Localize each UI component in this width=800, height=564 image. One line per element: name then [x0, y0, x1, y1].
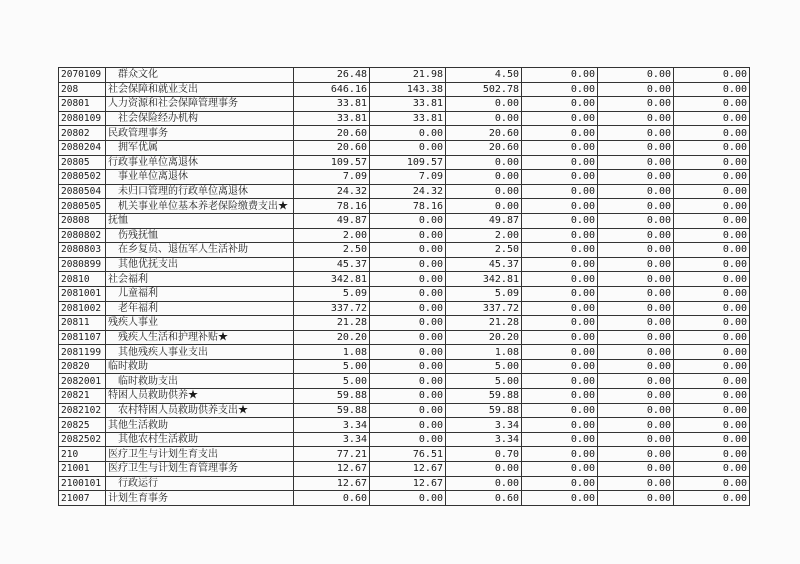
subject-name-cell: 残疾人生活和护理补贴★ [106, 330, 294, 345]
amount-cell: 3.34 [446, 418, 522, 433]
amount-cell: 21.28 [294, 316, 370, 331]
subject-code-cell: 2080899 [59, 257, 106, 272]
amount-cell: 0.00 [522, 140, 598, 155]
amount-cell: 0.00 [674, 491, 750, 506]
amount-cell: 0.60 [294, 491, 370, 506]
amount-cell: 0.00 [598, 359, 674, 374]
subject-code-cell: 20811 [59, 316, 106, 331]
amount-cell: 0.00 [522, 97, 598, 112]
amount-cell: 5.00 [294, 359, 370, 374]
table-row [59, 418, 750, 433]
amount-cell: 0.00 [598, 330, 674, 345]
amount-cell: 59.88 [294, 389, 370, 404]
subject-name-cell: 社会保险经办机构 [106, 111, 294, 126]
amount-cell: 143.38 [370, 82, 446, 97]
amount-cell: 78.16 [294, 199, 370, 214]
table-row [59, 345, 750, 360]
amount-cell: 12.67 [370, 462, 446, 477]
amount-cell: 0.00 [674, 272, 750, 287]
amount-cell: 0.00 [598, 213, 674, 228]
amount-cell: 0.00 [598, 184, 674, 199]
amount-cell: 20.60 [446, 126, 522, 141]
amount-cell: 33.81 [294, 97, 370, 112]
amount-cell: 0.00 [674, 228, 750, 243]
amount-cell: 76.51 [370, 447, 446, 462]
amount-cell: 0.60 [446, 491, 522, 506]
subject-name-cell: 事业单位离退休 [106, 170, 294, 185]
amount-cell: 0.00 [370, 286, 446, 301]
amount-cell: 0.00 [522, 170, 598, 185]
amount-cell: 0.00 [522, 184, 598, 199]
amount-cell: 0.00 [674, 286, 750, 301]
amount-cell: 0.00 [446, 462, 522, 477]
subject-code-cell: 21001 [59, 462, 106, 477]
amount-cell: 5.09 [446, 286, 522, 301]
amount-cell: 0.00 [674, 68, 750, 83]
subject-name-cell: 社会保障和就业支出 [106, 82, 294, 97]
amount-cell: 0.00 [370, 359, 446, 374]
amount-cell: 0.00 [522, 462, 598, 477]
amount-cell: 49.87 [294, 213, 370, 228]
subject-code-cell: 2080504 [59, 184, 106, 199]
amount-cell: 0.00 [522, 257, 598, 272]
amount-cell: 20.60 [294, 140, 370, 155]
amount-cell: 0.00 [522, 403, 598, 418]
amount-cell: 0.00 [674, 257, 750, 272]
subject-name-cell: 抚恤 [106, 213, 294, 228]
subject-name-cell: 特困人员救助供养★ [106, 389, 294, 404]
amount-cell: 0.00 [598, 170, 674, 185]
table-row [59, 155, 750, 170]
amount-cell: 0.00 [370, 228, 446, 243]
amount-cell: 2.00 [294, 228, 370, 243]
amount-cell: 0.00 [446, 111, 522, 126]
subject-code-cell: 208 [59, 82, 106, 97]
amount-cell: 0.00 [598, 301, 674, 316]
subject-name-cell: 伤残抚恤 [106, 228, 294, 243]
amount-cell: 0.00 [674, 213, 750, 228]
subject-code-cell: 21007 [59, 491, 106, 506]
amount-cell: 0.00 [522, 243, 598, 258]
amount-cell: 0.00 [674, 374, 750, 389]
amount-cell: 109.57 [294, 155, 370, 170]
table-row [59, 272, 750, 287]
amount-cell: 0.00 [598, 199, 674, 214]
amount-cell: 0.00 [674, 403, 750, 418]
amount-cell: 0.00 [598, 111, 674, 126]
subject-name-cell: 儿童福利 [106, 286, 294, 301]
subject-code-cell: 210 [59, 447, 106, 462]
expenditure-table [58, 67, 750, 506]
table-row [59, 68, 750, 83]
amount-cell: 2.00 [446, 228, 522, 243]
amount-cell: 0.00 [674, 389, 750, 404]
amount-cell: 0.00 [674, 97, 750, 112]
table-row [59, 228, 750, 243]
subject-code-cell: 20820 [59, 359, 106, 374]
amount-cell: 0.00 [674, 155, 750, 170]
subject-code-cell: 20802 [59, 126, 106, 141]
amount-cell: 20.60 [294, 126, 370, 141]
subject-code-cell: 2080803 [59, 243, 106, 258]
amount-cell: 0.00 [598, 155, 674, 170]
amount-cell: 342.81 [446, 272, 522, 287]
amount-cell: 0.00 [674, 447, 750, 462]
amount-cell: 33.81 [370, 111, 446, 126]
amount-cell: 0.00 [674, 184, 750, 199]
amount-cell: 0.00 [370, 432, 446, 447]
subject-code-cell: 20801 [59, 97, 106, 112]
subject-name-cell: 其他残疾人事业支出 [106, 345, 294, 360]
subject-name-cell: 民政管理事务 [106, 126, 294, 141]
subject-name-cell: 行政事业单位离退休 [106, 155, 294, 170]
amount-cell: 5.00 [446, 374, 522, 389]
amount-cell: 0.00 [370, 301, 446, 316]
amount-cell: 0.00 [522, 447, 598, 462]
table-row [59, 374, 750, 389]
amount-cell: 0.00 [522, 330, 598, 345]
amount-cell: 0.00 [522, 272, 598, 287]
subject-code-cell: 2080204 [59, 140, 106, 155]
amount-cell: 0.00 [674, 82, 750, 97]
amount-cell: 502.78 [446, 82, 522, 97]
subject-name-cell: 其他农村生活救助 [106, 432, 294, 447]
amount-cell: 21.28 [446, 316, 522, 331]
amount-cell: 0.00 [522, 228, 598, 243]
amount-cell: 0.00 [674, 199, 750, 214]
amount-cell: 59.88 [446, 389, 522, 404]
amount-cell: 0.00 [674, 111, 750, 126]
amount-cell: 45.37 [446, 257, 522, 272]
amount-cell: 7.09 [370, 170, 446, 185]
amount-cell: 49.87 [446, 213, 522, 228]
amount-cell: 24.32 [370, 184, 446, 199]
amount-cell: 0.00 [598, 140, 674, 155]
amount-cell: 0.00 [370, 140, 446, 155]
subject-code-cell: 2080109 [59, 111, 106, 126]
amount-cell: 21.98 [370, 68, 446, 83]
amount-cell: 12.67 [370, 476, 446, 491]
amount-cell: 0.00 [674, 432, 750, 447]
amount-cell: 5.00 [446, 359, 522, 374]
amount-cell: 0.00 [522, 199, 598, 214]
amount-cell: 0.00 [522, 374, 598, 389]
subject-name-cell: 临时救助 [106, 359, 294, 374]
subject-code-cell: 20825 [59, 418, 106, 433]
subject-code-cell: 2080502 [59, 170, 106, 185]
amount-cell: 0.00 [522, 316, 598, 331]
amount-cell: 20.60 [446, 140, 522, 155]
amount-cell: 0.70 [446, 447, 522, 462]
subject-name-cell: 机关事业单位基本养老保险缴费支出★ [106, 199, 294, 214]
amount-cell: 0.00 [446, 476, 522, 491]
amount-cell: 0.00 [674, 330, 750, 345]
amount-cell: 20.20 [294, 330, 370, 345]
amount-cell: 0.00 [446, 97, 522, 112]
subject-code-cell: 20810 [59, 272, 106, 287]
subject-name-cell: 群众文化 [106, 68, 294, 83]
amount-cell: 0.00 [674, 345, 750, 360]
amount-cell: 0.00 [674, 170, 750, 185]
amount-cell: 59.88 [294, 403, 370, 418]
amount-cell: 77.21 [294, 447, 370, 462]
amount-cell: 33.81 [294, 111, 370, 126]
amount-cell: 0.00 [598, 257, 674, 272]
amount-cell: 3.34 [294, 432, 370, 447]
amount-cell: 0.00 [522, 359, 598, 374]
amount-cell: 0.00 [598, 403, 674, 418]
subject-code-cell: 2082001 [59, 374, 106, 389]
amount-cell: 0.00 [370, 243, 446, 258]
amount-cell: 0.00 [370, 418, 446, 433]
amount-cell: 20.20 [446, 330, 522, 345]
amount-cell: 342.81 [294, 272, 370, 287]
amount-cell: 337.72 [446, 301, 522, 316]
amount-cell: 0.00 [598, 82, 674, 97]
amount-cell: 0.00 [598, 286, 674, 301]
subject-code-cell: 2081002 [59, 301, 106, 316]
amount-cell: 0.00 [598, 126, 674, 141]
amount-cell: 0.00 [522, 68, 598, 83]
table-row [59, 462, 750, 477]
subject-name-cell: 老年福利 [106, 301, 294, 316]
subject-name-cell: 在乡复员、退伍军人生活补助 [106, 243, 294, 258]
amount-cell: 0.00 [674, 359, 750, 374]
amount-cell: 0.00 [522, 126, 598, 141]
table-row [59, 286, 750, 301]
table-row [59, 140, 750, 155]
table-row [59, 476, 750, 491]
table-row [59, 403, 750, 418]
subject-code-cell: 2070109 [59, 68, 106, 83]
subject-code-cell: 2081199 [59, 345, 106, 360]
amount-cell: 0.00 [674, 316, 750, 331]
table-row [59, 213, 750, 228]
amount-cell: 0.00 [598, 345, 674, 360]
amount-cell: 3.34 [294, 418, 370, 433]
amount-cell: 0.00 [598, 418, 674, 433]
amount-cell: 0.00 [522, 432, 598, 447]
table-row [59, 97, 750, 112]
amount-cell: 4.50 [446, 68, 522, 83]
amount-cell: 0.00 [446, 199, 522, 214]
subject-name-cell: 其他优抚支出 [106, 257, 294, 272]
amount-cell: 1.08 [294, 345, 370, 360]
subject-name-cell: 社会福利 [106, 272, 294, 287]
amount-cell: 33.81 [370, 97, 446, 112]
amount-cell: 0.00 [674, 243, 750, 258]
subject-name-cell: 医疗卫生与计划生育支出 [106, 447, 294, 462]
table-row [59, 359, 750, 374]
amount-cell: 0.00 [598, 447, 674, 462]
amount-cell: 0.00 [674, 301, 750, 316]
amount-cell: 0.00 [598, 462, 674, 477]
amount-cell: 0.00 [522, 82, 598, 97]
amount-cell: 0.00 [674, 418, 750, 433]
amount-cell: 0.00 [522, 491, 598, 506]
amount-cell: 24.32 [294, 184, 370, 199]
amount-cell: 0.00 [674, 140, 750, 155]
amount-cell: 0.00 [522, 301, 598, 316]
amount-cell: 0.00 [598, 389, 674, 404]
amount-cell: 0.00 [370, 126, 446, 141]
subject-code-cell: 20805 [59, 155, 106, 170]
amount-cell: 0.00 [370, 213, 446, 228]
amount-cell: 1.08 [446, 345, 522, 360]
subject-name-cell: 行政运行 [106, 476, 294, 491]
amount-cell: 2.50 [446, 243, 522, 258]
amount-cell: 12.67 [294, 476, 370, 491]
subject-name-cell: 计划生育事务 [106, 491, 294, 506]
amount-cell: 12.67 [294, 462, 370, 477]
subject-code-cell: 2081107 [59, 330, 106, 345]
amount-cell: 0.00 [370, 316, 446, 331]
subject-name-cell: 农村特困人员救助供养支出★ [106, 403, 294, 418]
subject-name-cell: 临时救助支出 [106, 374, 294, 389]
amount-cell: 0.00 [370, 330, 446, 345]
amount-cell: 0.00 [598, 68, 674, 83]
amount-cell: 59.88 [446, 403, 522, 418]
amount-cell: 0.00 [598, 491, 674, 506]
table-row [59, 447, 750, 462]
table-row [59, 184, 750, 199]
amount-cell: 0.00 [522, 155, 598, 170]
amount-cell: 0.00 [446, 155, 522, 170]
subject-code-cell: 2082502 [59, 432, 106, 447]
amount-cell: 0.00 [370, 272, 446, 287]
amount-cell: 0.00 [370, 257, 446, 272]
amount-cell: 0.00 [446, 170, 522, 185]
table-row [59, 432, 750, 447]
amount-cell: 337.72 [294, 301, 370, 316]
subject-name-cell: 拥军优属 [106, 140, 294, 155]
subject-code-cell: 2080802 [59, 228, 106, 243]
amount-cell: 0.00 [522, 418, 598, 433]
amount-cell: 0.00 [522, 286, 598, 301]
amount-cell: 0.00 [370, 374, 446, 389]
amount-cell: 5.09 [294, 286, 370, 301]
subject-code-cell: 2080505 [59, 199, 106, 214]
amount-cell: 26.48 [294, 68, 370, 83]
subject-name-cell: 未归口管理的行政单位离退休 [106, 184, 294, 199]
amount-cell: 0.00 [446, 184, 522, 199]
subject-name-cell: 残疾人事业 [106, 316, 294, 331]
amount-cell: 0.00 [674, 126, 750, 141]
amount-cell: 0.00 [598, 272, 674, 287]
table-row [59, 82, 750, 97]
amount-cell: 0.00 [674, 476, 750, 491]
amount-cell: 0.00 [598, 316, 674, 331]
amount-cell: 0.00 [522, 111, 598, 126]
amount-cell: 0.00 [598, 476, 674, 491]
amount-cell: 0.00 [370, 389, 446, 404]
amount-cell: 0.00 [522, 389, 598, 404]
amount-cell: 109.57 [370, 155, 446, 170]
table-row [59, 389, 750, 404]
table-row [59, 243, 750, 258]
amount-cell: 0.00 [522, 213, 598, 228]
amount-cell: 0.00 [522, 476, 598, 491]
amount-cell: 78.16 [370, 199, 446, 214]
subject-code-cell: 20808 [59, 213, 106, 228]
subject-name-cell: 人力资源和社会保障管理事务 [106, 97, 294, 112]
table-body [59, 68, 750, 506]
amount-cell: 0.00 [598, 243, 674, 258]
table-row [59, 257, 750, 272]
amount-cell: 0.00 [674, 462, 750, 477]
amount-cell: 0.00 [370, 491, 446, 506]
amount-cell: 3.34 [446, 432, 522, 447]
amount-cell: 5.00 [294, 374, 370, 389]
amount-cell: 2.50 [294, 243, 370, 258]
amount-cell: 0.00 [598, 228, 674, 243]
subject-name-cell: 其他生活救助 [106, 418, 294, 433]
subject-code-cell: 20821 [59, 389, 106, 404]
table-row [59, 491, 750, 506]
table-row [59, 126, 750, 141]
table-row [59, 316, 750, 331]
table-row [59, 199, 750, 214]
amount-cell: 7.09 [294, 170, 370, 185]
amount-cell: 0.00 [598, 97, 674, 112]
amount-cell: 0.00 [370, 403, 446, 418]
amount-cell: 0.00 [598, 374, 674, 389]
amount-cell: 0.00 [598, 432, 674, 447]
amount-cell: 646.16 [294, 82, 370, 97]
subject-code-cell: 2082102 [59, 403, 106, 418]
amount-cell: 0.00 [522, 345, 598, 360]
subject-code-cell: 2100101 [59, 476, 106, 491]
table-row [59, 111, 750, 126]
subject-code-cell: 2081001 [59, 286, 106, 301]
table-row [59, 330, 750, 345]
subject-name-cell: 医疗卫生与计划生育管理事务 [106, 462, 294, 477]
amount-cell: 45.37 [294, 257, 370, 272]
table-row [59, 170, 750, 185]
amount-cell: 0.00 [370, 345, 446, 360]
table-row [59, 301, 750, 316]
